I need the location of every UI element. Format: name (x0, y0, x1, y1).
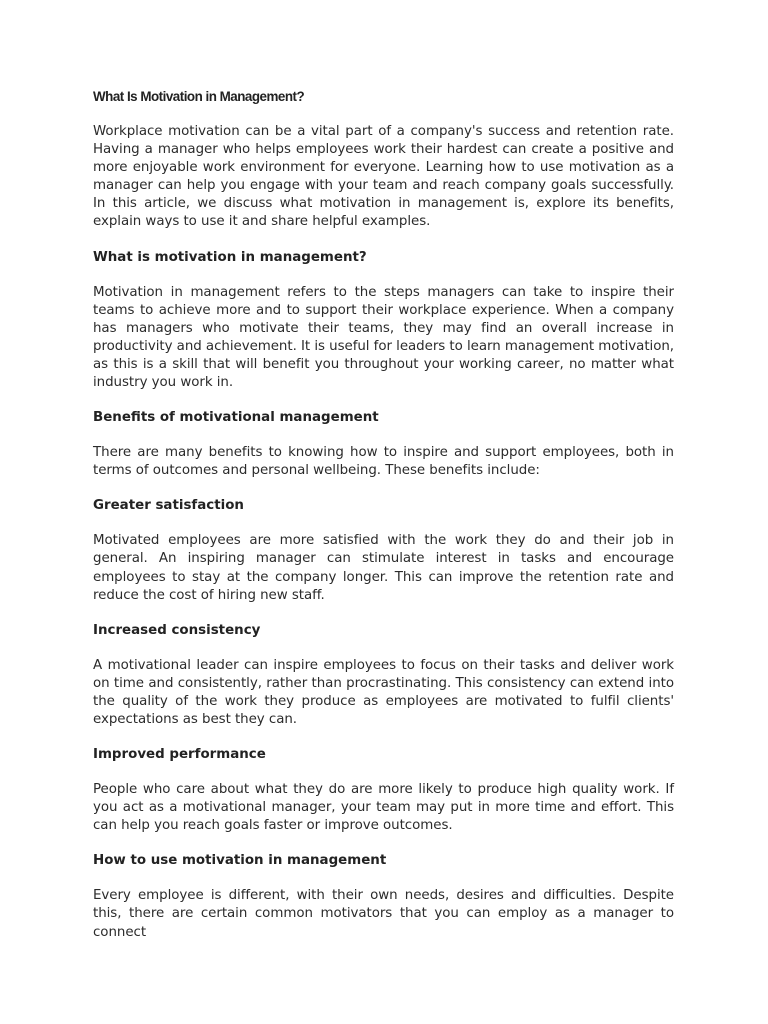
section-body-how-to-use: Every employee is different, with their own needs, desires and difficulties. Despite this, there are certain common motivators that you can employ as a manager to connect (93, 888, 674, 940)
section-body-improved-performance: People who care about what they do are more likely to produce high quality work. If you act as a motivational manager, your team may put in more time and effort. This can help you reach goals faster or improve outcomes. (93, 782, 674, 834)
intro-paragraph: Workplace motivation can be a vital part of a company's success and retention rate. Having a manager who helps employees work their hardest can create a positive and more enjoyable work environment for everyone. Learning how to use motivation as a manager can help you engage with your team and reach company goals successfully. In this article, we discuss what motivation in management is, explore its benefits, explain ways to use it and share helpful examples. (93, 124, 674, 230)
document-title: What Is Motivation in Management? (93, 89, 305, 104)
section-heading-greater-satisfaction: Greater satisfaction (93, 498, 244, 514)
document-page (93, 88, 674, 959)
section-heading-what-is: What is motivation in management? (93, 249, 367, 265)
section-heading-increased-consistency: Increased consistency (93, 622, 261, 638)
section-heading-improved-performance: Improved performance (93, 747, 266, 763)
section-heading-benefits: Benefits of motivational management (93, 410, 379, 426)
section-heading-how-to-use: How to use motivation in management (93, 853, 387, 869)
section-body-greater-satisfaction: Motivated employees are more satisfied with the work they do and their job in general. An inspiring manager can stimulate interest in tasks and encourage employees to stay at the company longer. This can improve the retention rate and reduce the cost of hiring new staff. (93, 533, 674, 603)
section-body-what-is: Motivation in management refers to the steps managers can take to inspire their teams to achieve more and to support their workplace experience. When a company has managers who motivate their teams, they may find an overall increase in productivity and achievement. It is useful for leaders to learn management motivation, as this is a skill that will benefit you throughout your working career, no matter what industry you work in. (93, 284, 674, 391)
section-body-increased-consistency: A motivational leader can inspire employees to focus on their tasks and deliver work on time and consistently, rather than procrastinating. This consistency can extend into the quality of the work they produce as employees are motivated to fulfil clients' expectations as best they can. (93, 657, 674, 727)
section-body-benefits: There are many benefits to knowing how to inspire and support employees, both in terms of outcomes and personal wellbeing. These benefits include: (93, 445, 674, 479)
